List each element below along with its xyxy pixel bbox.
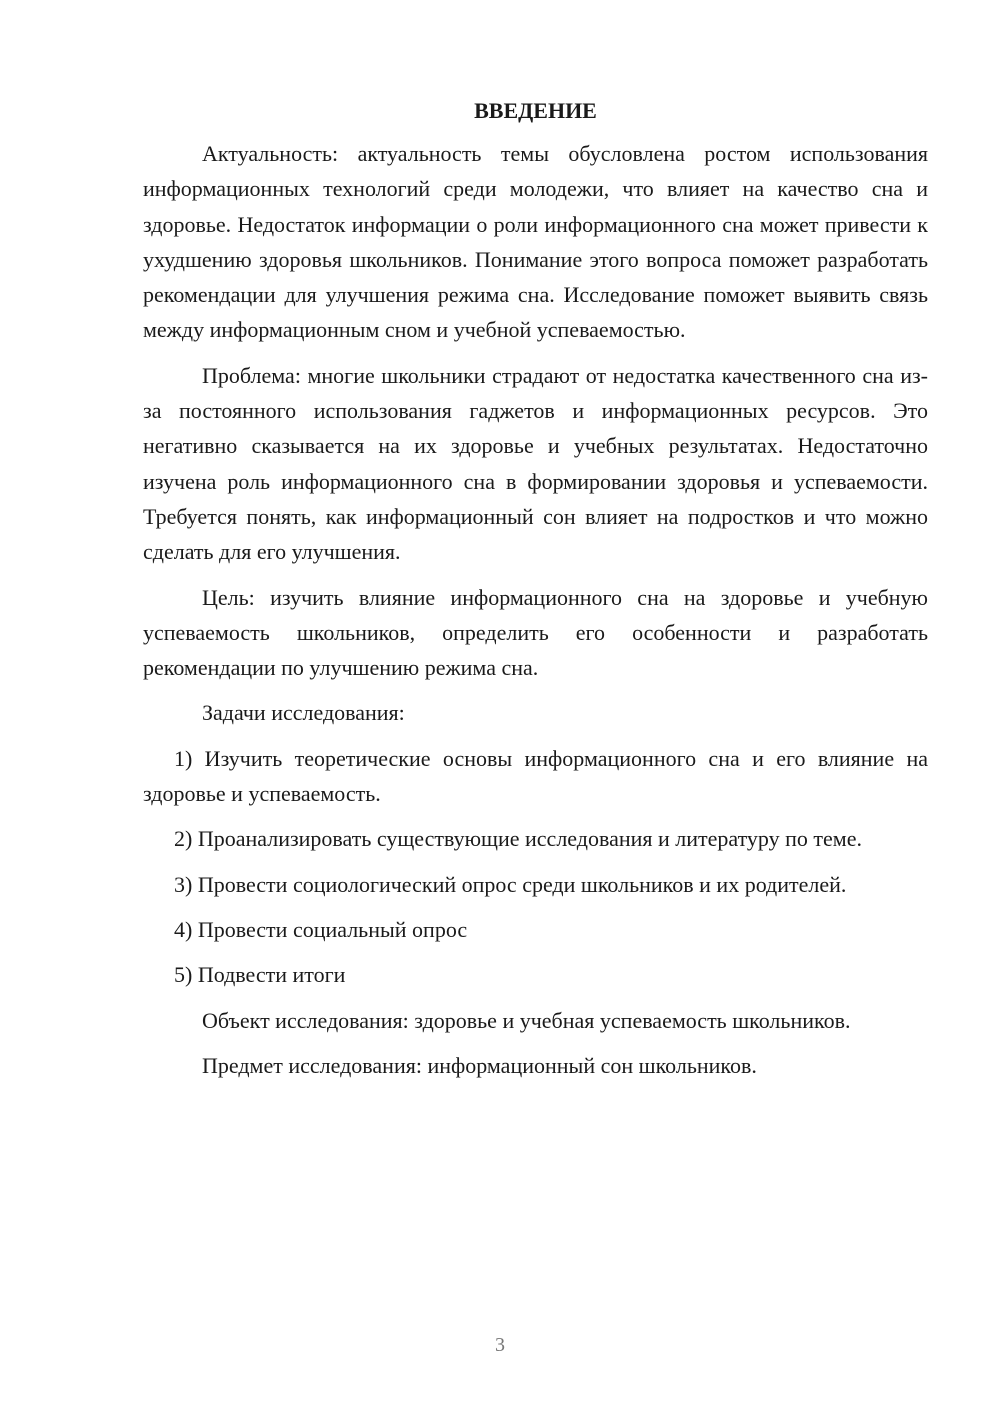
task-item-5: 5) Подвести итоги <box>174 962 346 988</box>
task-item-1: 1) Изучить теоретические основы информационного сна и его влияние на здоровье и успеваемость. <box>143 745 928 807</box>
page-title: ВВЕДЕНИЕ <box>474 98 597 123</box>
subject-paragraph: Предмет исследования: информационный сон школьников. <box>202 1052 757 1078</box>
document-page <box>143 96 928 1093</box>
task-item-3: 3) Провести социологический опрос среди школьников и их родителей. <box>174 871 847 897</box>
problem-paragraph: Проблема: многие школьники страдают от недостатка качественного сна из-за постоянного использования гаджетов и информационных ресурсов. Это негативно сказывается на их здоровье и учебных результатах. Недостаточно изучена роль информационного сна в формировании здоровья и успеваемости. Требуется понять, как информационный сон влияет на подростков и что можно сделать для его улучшения. <box>143 362 928 565</box>
tasks-heading: Задачи исследования: <box>202 700 405 726</box>
object-paragraph: Объект исследования: здоровье и учебная успеваемость школьников. <box>202 1007 851 1033</box>
task-item-4: 4) Провести социальный опрос <box>174 916 468 942</box>
page-number: 3 <box>495 1334 505 1356</box>
goal-paragraph: Цель: изучить влияние информационного сна на здоровье и учебную успеваемость школьников, определить его особенности и разработать рекомендации по улучшению режима сна. <box>143 584 928 681</box>
task-item-2: 2) Проанализировать существующие исследования и литературу по теме. <box>174 826 862 852</box>
relevance-paragraph: Актуальность: актуальность темы обусловлена ростом использования информационных технологий среди молодежи, что влияет на качество сна и здоровье. Недостаток информации о роли информационного сна может привести к ухудшению здоровья школьников. Понимание этого вопроса поможет разработать рекомендации для улучшения режима сна. Исследование поможет выявить связь между информационным сном и учебной успеваемостью. <box>143 141 928 343</box>
